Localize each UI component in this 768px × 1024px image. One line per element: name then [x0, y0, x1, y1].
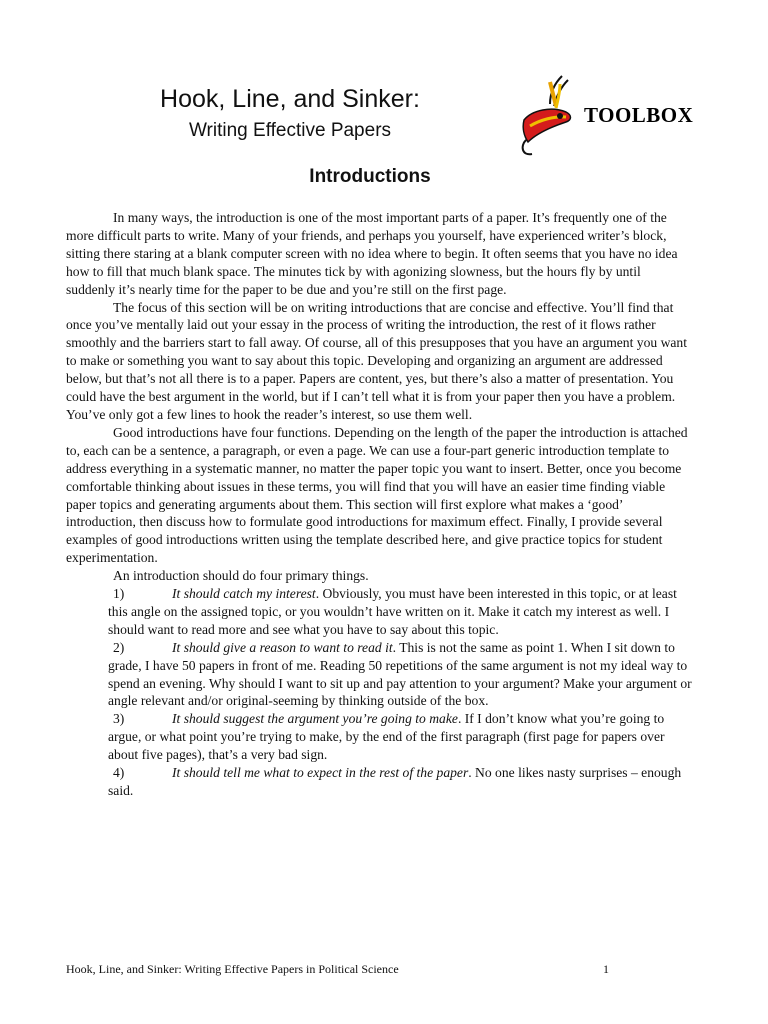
- list-item-text: [108, 710, 692, 764]
- list-item-rest: . Obviously, you must have been interested in this topic, or at least this angle on the assigned topic, or you wouldn’t have written on it. Make it catch my interest as well. I should want to read more and see what you have to say about this topic.: [108, 586, 677, 637]
- page-number: 1: [603, 962, 609, 976]
- list-item: [66, 639, 692, 711]
- list-item-text: [108, 639, 692, 711]
- paragraph: An introduction should do four primary things.: [113, 568, 369, 584]
- numbered-list: [66, 585, 692, 800]
- document-title: Hook, Line, and Sinker:: [160, 85, 420, 113]
- list-item: [66, 710, 692, 764]
- list-item-rest: . No one likes nasty surprises – enough said.: [108, 765, 682, 798]
- paragraph: In many ways, the introduction is one of the most important parts of a paper. It’s frequently one of the more difficult parts to write. Many of your friends, and perhaps you yourself, have experienced writer’s block, sitting there staring at a blank computer screen with no idea where to begin. It often seems that you have no idea how to fill that much blank space. The minutes tick by with agonizing slowness, but the hours fly by until suddenly it’s nearly time for the paper to be due and you’re still on the first page.: [66, 210, 678, 297]
- footer-text: Hook, Line, and Sinker: Writing Effective Papers in Political Science: [66, 962, 399, 976]
- list-item-lead: It should suggest the argument you’re going to make: [172, 711, 458, 727]
- list-item-lead: It should give a reason to want to read it: [172, 639, 393, 655]
- document-body: [66, 209, 692, 800]
- list-item-rest: . If I don’t know what you’re going to argue, or what point you’re trying to make, by the end of the first paragraph (first page for papers over about five pages), that’s a very bad sign.: [108, 711, 665, 763]
- list-item-number: 1): [113, 586, 125, 602]
- logo-text: TOOLBOX: [584, 103, 694, 127]
- list-item-text: [108, 585, 692, 639]
- section-heading: Introductions: [309, 166, 431, 187]
- list-item-lead: It should tell me what to expect in the rest of the paper: [172, 765, 469, 781]
- list-item-text: [108, 764, 692, 800]
- paragraph: Good introductions have four functions. Depending on the length of the paper the introduction is attached to, each can be a sentence, a paragraph, or even a page. We can use a four-part generic introduction template to address everything in a systematic manner, no matter the paper topic you want to insert. Better, once you become comfortable thinking about issues in these terms, you will find that you will have an easier time finding viable paper topics and generating arguments about them. This section will first explore what makes a ‘good’ introduction, then discuss how to formulate good introductions for maximum effect. Finally, I provide several examples of good introductions written using the template described here, and give practice topics for student experimentation.: [66, 424, 688, 566]
- document-subtitle: Writing Effective Papers: [188, 120, 392, 141]
- list-item: [66, 585, 692, 639]
- list-item-rest: . This is not the same as point 1. When I sit down to grade, I have 50 papers in front of me. Reading 50 repetitions of the same argument is not my ideal way to spend an evening. Why should I want to sit up and pay attention to your argument? Make your argument or angle relevant and/or original-seeming by thinking outside of the box.: [108, 639, 692, 709]
- feathered-fishing-lure-icon: [516, 70, 586, 160]
- list-item-number: 2): [113, 639, 125, 655]
- toolbox-logo: [516, 70, 696, 160]
- document-header: [0, 84, 580, 144]
- list-item-lead: It should catch my interest: [172, 586, 316, 602]
- list-item-number: 4): [113, 765, 125, 781]
- list-item-number: 3): [113, 711, 125, 727]
- list-item: [66, 764, 692, 800]
- page-footer: [66, 962, 666, 977]
- paragraph: The focus of this section will be on writing introductions that are concise and effective. You’ll find that once you’ve mentally laid out your essay in the process of writing the introduction, the rest of it flows rather smoothly and the barriers start to fall away. Of course, all of this presupposes that you have an argument you want to make or something you want to say about this topic. Developing and organizing an argument are addressed below, but that’s not all there is to a paper. Papers are content, yes, but there’s also a matter of presentation. You could have the best argument in the world, but if I can’t tell what it is from your paper then you have a problem. You’ve only got a few lines to hook the reader’s interest, so use them well.: [66, 299, 687, 422]
